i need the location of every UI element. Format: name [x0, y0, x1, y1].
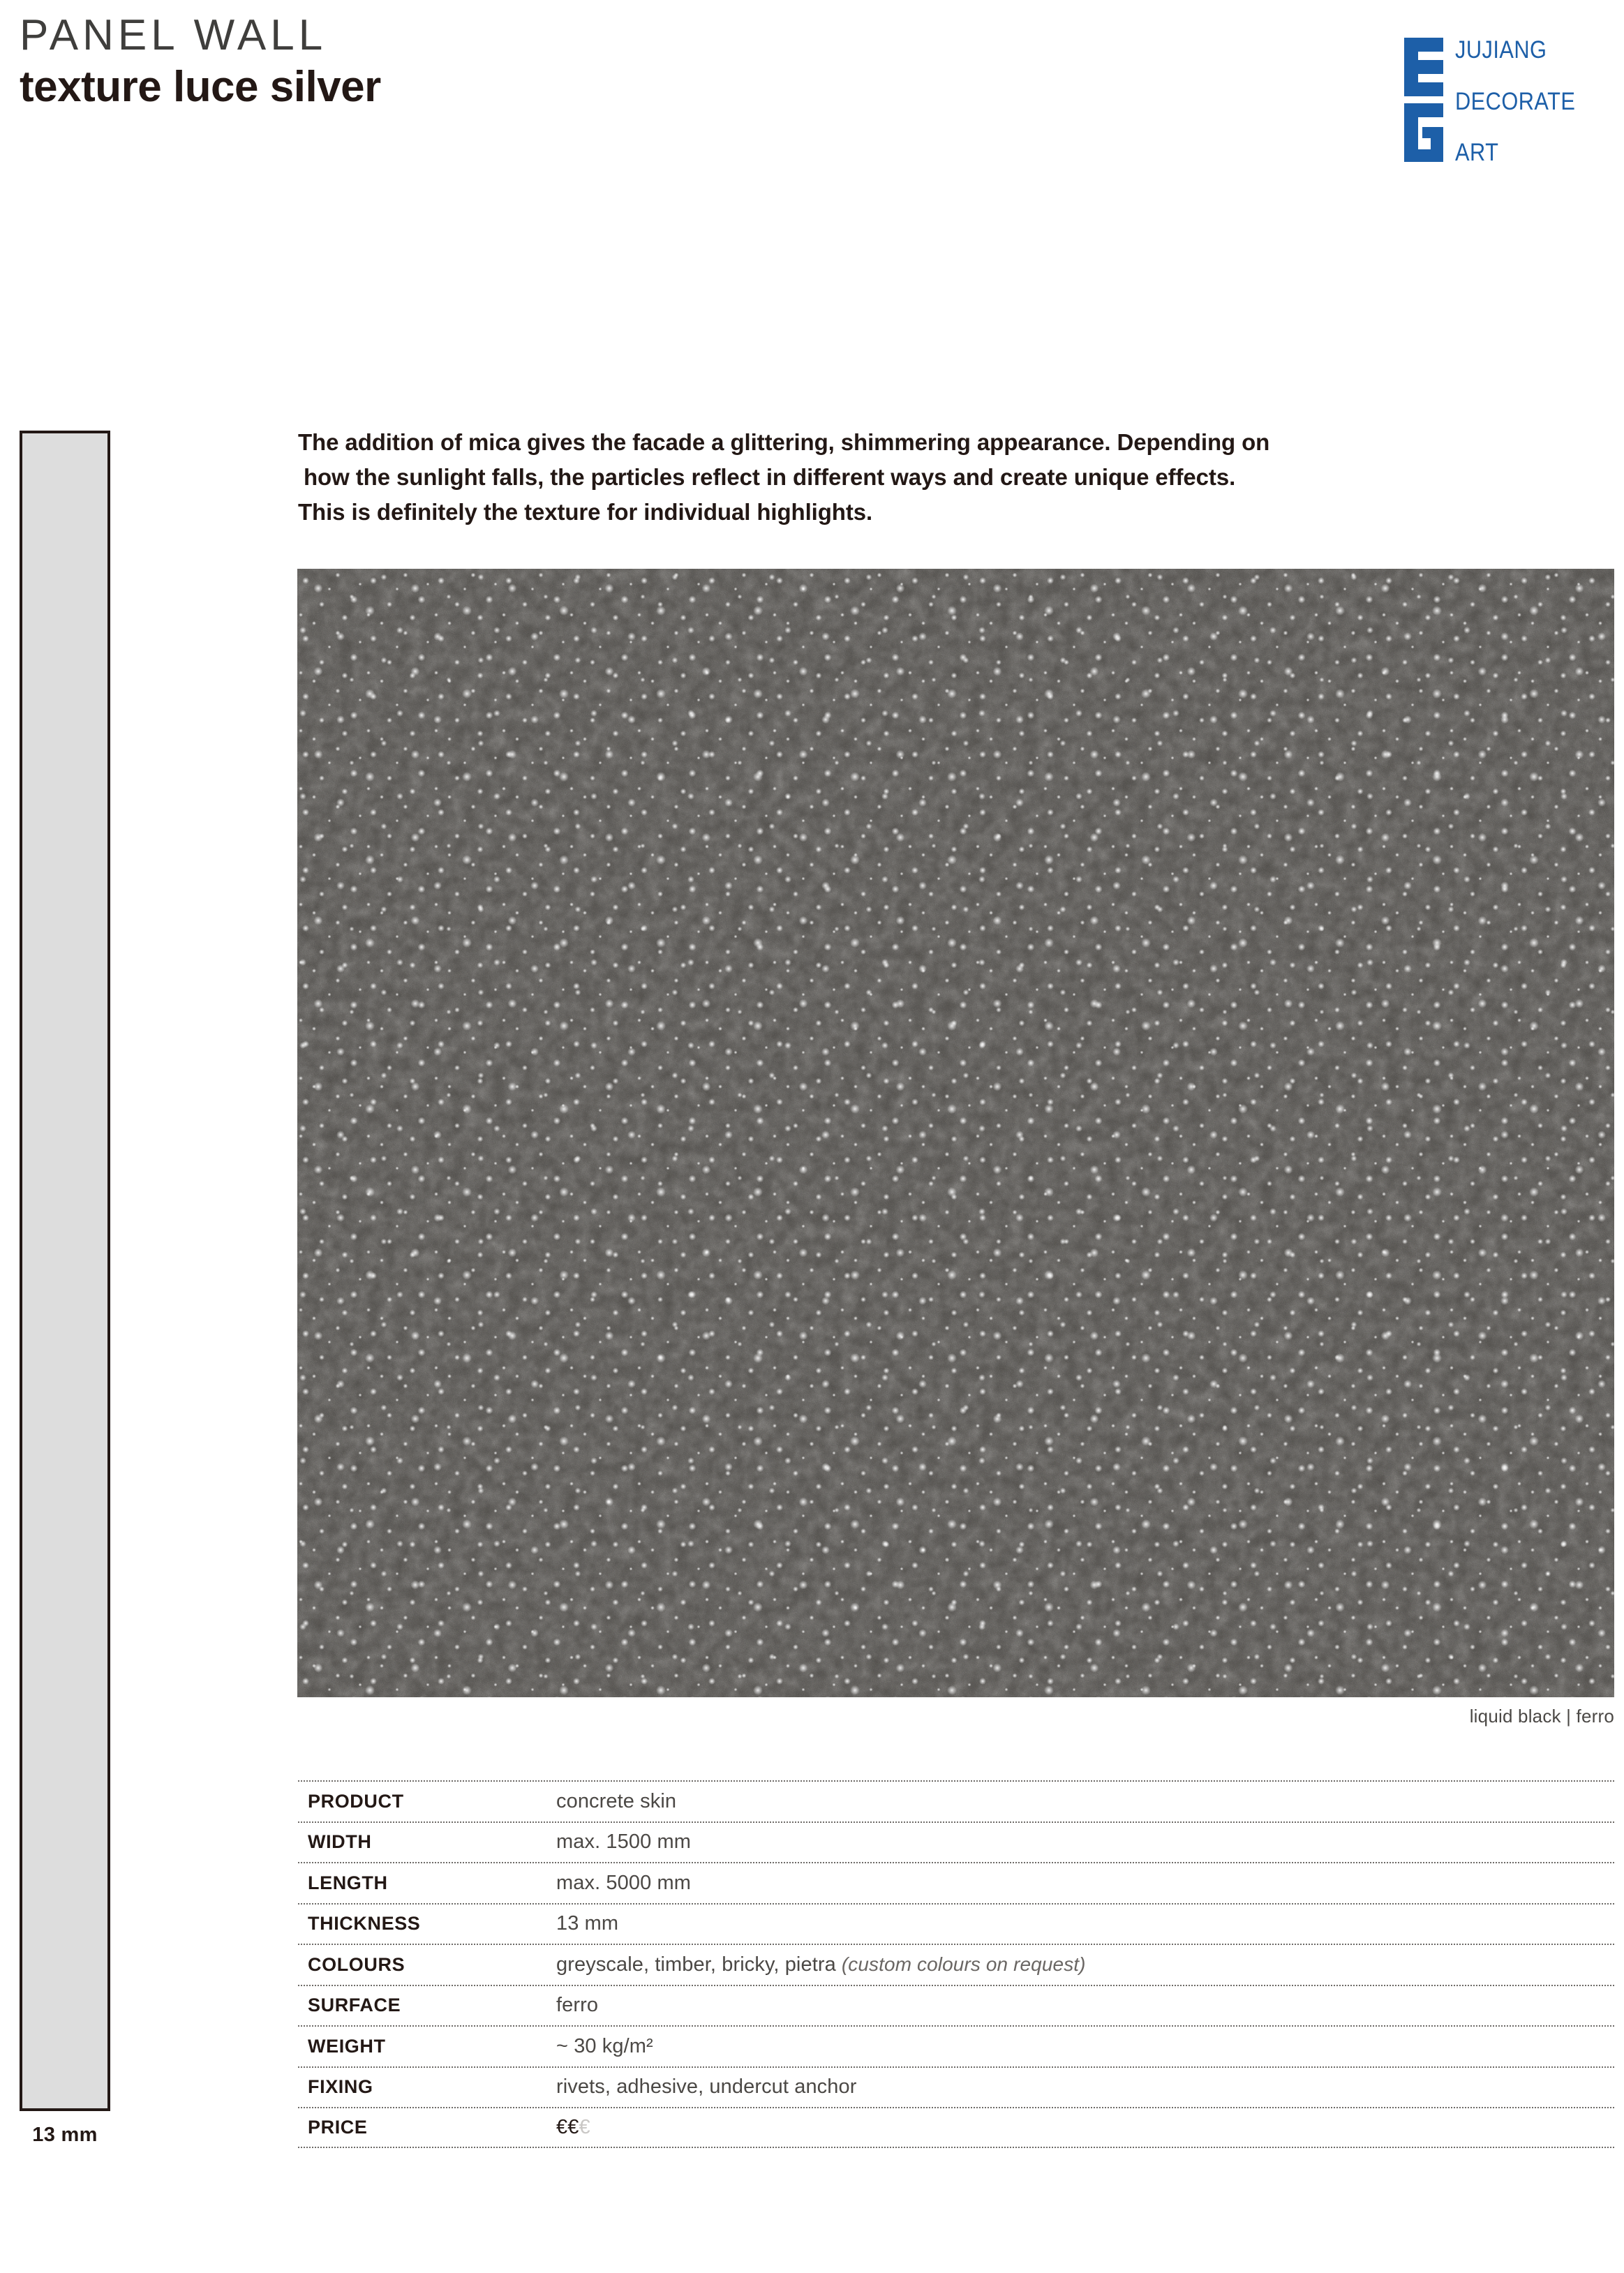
table-row	[298, 1944, 1614, 1985]
logo-wordmark	[1455, 36, 1592, 165]
texture-sample-render	[297, 569, 1614, 1697]
table-row	[298, 2025, 1614, 2066]
spec-value-surface: ferro	[556, 1994, 599, 2017]
spec-value-weight: ~ 30 kg/m²	[556, 2034, 653, 2057]
spec-value-colours	[556, 1953, 1614, 1976]
table-row	[298, 1862, 1614, 1903]
price-rating-filled: €€	[556, 2115, 579, 2138]
spec-value-colours-note: (custom colours on request)	[841, 1953, 1086, 1975]
intro-line-3: This is definitely the texture for individual highlights.	[298, 499, 873, 526]
spec-label-product: PRODUCT	[308, 1790, 404, 1812]
spec-label-price: PRICE	[308, 2116, 368, 2138]
table-row	[298, 1780, 1614, 1821]
intro-line-1: The addition of mica gives the facade a glittering, shimmering appearance. Depending on	[298, 429, 1270, 455]
table-row	[298, 2107, 1614, 2148]
logo-word-2: DECORATE	[1455, 87, 1576, 115]
brand-logo	[1403, 36, 1592, 165]
jujiang-maze-logo-icon	[1403, 36, 1446, 163]
spec-label-length: LENGTH	[308, 1872, 388, 1893]
spec-value-product: concrete skin	[556, 1789, 677, 1812]
table-row	[298, 2066, 1614, 2108]
spec-value-fixing: rivets, adhesive, undercut anchor	[556, 2075, 857, 2099]
table-row	[298, 1903, 1614, 1944]
title-block	[20, 13, 381, 111]
spec-label-colours: COLOURS	[308, 1953, 405, 1975]
spec-value-length: max. 5000 mm	[556, 1871, 691, 1894]
thickness-bar-graphic	[20, 431, 110, 2111]
spec-value-width: max. 1500 mm	[556, 1831, 691, 1854]
texture-sample-image	[297, 569, 1614, 1697]
specification-table	[298, 1780, 1614, 2148]
spec-label-weight: WEIGHT	[308, 2035, 386, 2057]
logo-word-3: ART	[1455, 139, 1499, 166]
page-subtitle: texture luce silver	[20, 62, 381, 111]
spec-value-thickness: 13 mm	[556, 1912, 619, 1935]
spec-label-surface: SURFACE	[308, 1995, 401, 2016]
table-row	[298, 1821, 1614, 1863]
spec-label-thickness: THICKNESS	[308, 1913, 421, 1935]
price-rating-empty: €	[579, 2115, 590, 2138]
intro-paragraph	[298, 425, 1561, 530]
thickness-bar-label: 13 mm	[32, 2124, 98, 2146]
spec-label-width: WIDTH	[308, 1831, 372, 1853]
spec-label-fixing: FIXING	[308, 2076, 373, 2098]
intro-line-2: how the sunlight falls, the particles reflect in different ways and create unique effects.	[304, 464, 1236, 491]
table-row	[298, 1985, 1614, 2026]
spec-value-price	[556, 2116, 1614, 2139]
spec-value-colours-text: greyscale, timber, bricky, pietra	[556, 1953, 836, 1976]
texture-image-caption: liquid black | ferro	[1469, 1706, 1614, 1727]
logo-word-1: JUJIANG	[1455, 36, 1547, 64]
page-title: PANEL WALL	[20, 11, 327, 59]
page-header	[0, 0, 1624, 195]
